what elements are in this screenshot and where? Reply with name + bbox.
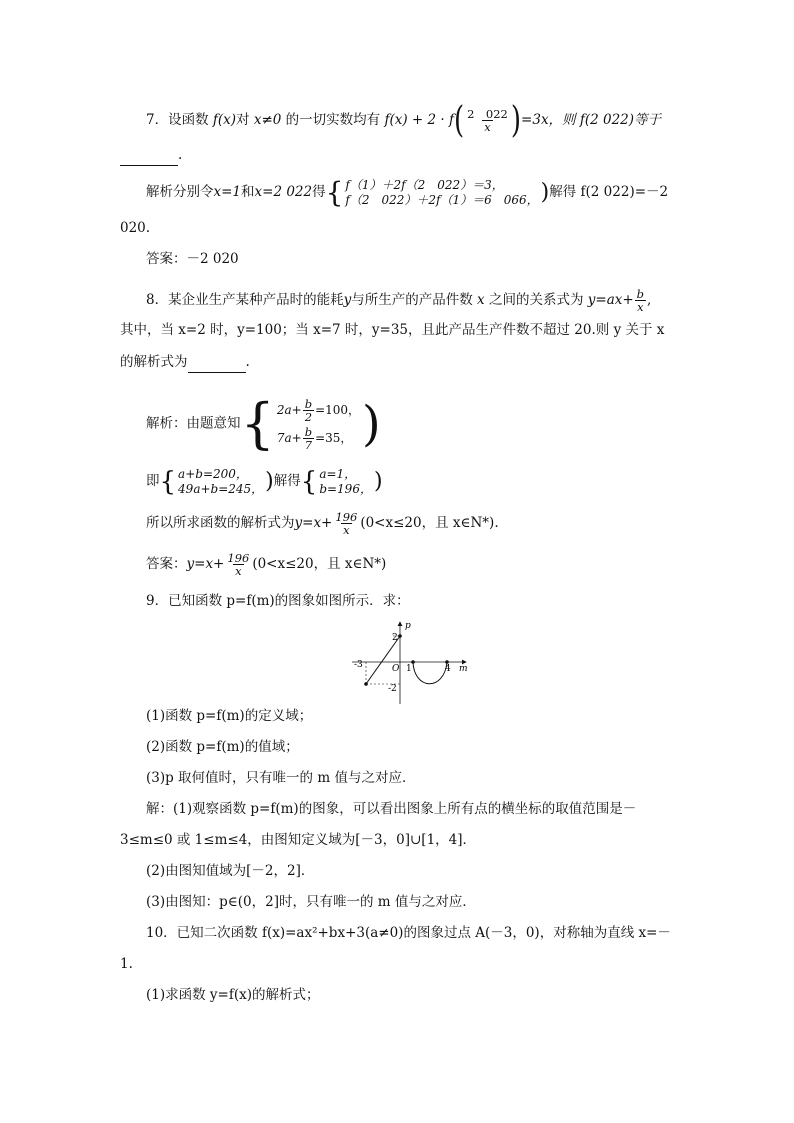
q8-x: x [477, 292, 485, 308]
q7-sol-x2: x=2 022 [254, 184, 313, 200]
q8-y: y [343, 292, 352, 308]
q8-res-num: 196 [335, 510, 358, 524]
right-paren: ) [373, 468, 383, 494]
q8-eq2-b: =35， [315, 430, 353, 445]
q9-stem-text: 9．已知函数 p=f(m)的图象如图所示．求： [146, 593, 410, 609]
q7-frac-den: x [484, 120, 491, 134]
q7-sol-x1: x=1 [213, 184, 242, 200]
q7-sol-lead: 解析分别令 [146, 184, 214, 200]
q8-sol-ji [146, 464, 383, 498]
equation-system [277, 396, 360, 452]
q8-sol-result [146, 506, 499, 540]
tick-neg2: -2 [388, 684, 397, 694]
q7-line1 [146, 99, 662, 142]
q9-part1 [146, 706, 312, 726]
q8-res-den: x [343, 523, 350, 537]
q7-xneq: x≠0 [253, 112, 282, 128]
graph-segment [366, 636, 400, 684]
q8-sol-eq1 [277, 396, 360, 424]
q8-ji: 即 [146, 473, 160, 489]
q8-fy: y=x+ [294, 515, 333, 531]
q9-p3-text: (3)p 取何值时，只有唯一的 m 值与之对应． [146, 770, 416, 786]
left-brace: { [300, 466, 318, 497]
left-paren: ( [453, 99, 465, 142]
q8-eq1-num: b [304, 396, 313, 411]
answer-blank [120, 145, 178, 166]
right-paren: ) [510, 99, 522, 142]
q7-sol-result: 解得 f(2 022)=－2 [549, 184, 669, 200]
q7-rhs: =3x，则 [521, 112, 576, 128]
point-0-2 [398, 634, 402, 638]
q9-p2-text: (2)函数 p=f(m)的值域； [146, 739, 299, 755]
q7-tail: . [178, 147, 183, 163]
graph-curve [413, 662, 447, 684]
left-brace: { [159, 466, 177, 497]
q9-part2 [146, 737, 299, 757]
q7-answer [146, 249, 239, 269]
q10-line2-text: 1. [120, 956, 133, 972]
q9-stem [146, 591, 410, 611]
answer-blank [188, 352, 246, 373]
q8-r1: a=1， [319, 466, 357, 481]
q8-formula: y=ax+ [587, 292, 634, 308]
q9-part3 [146, 768, 415, 788]
q9-sol1-text: 解：(1)观察函数 p=f(m)的图象，可以看出图象上所有点的横坐标的取值范围是－ [146, 801, 637, 817]
q9-sol1 [146, 799, 636, 819]
function-graph [348, 618, 478, 708]
q9-sol2 [146, 861, 314, 881]
q8-fraction [635, 288, 646, 313]
q8-so: 所以所求函数的解析式为 [146, 515, 295, 531]
q9-sol3 [146, 892, 476, 912]
q8-sol-lead: 解析：由题意知 [146, 415, 241, 432]
q9-sol1b [120, 830, 476, 850]
q8-res-frac [333, 511, 359, 536]
q9-sol1b-text: 3≤m≤0 或 1≤m≤4，由图知定义域为[－3，0]∪[1，4]． [120, 832, 477, 848]
q8-line1-c: 之间的关系式为 [488, 292, 584, 308]
q7-sol-eq2: f（2 022）＋2f（1）＝6 066， [345, 192, 539, 207]
q8-dot: . [245, 354, 250, 370]
q8-line1-b: 与所生产的产品件数 [351, 292, 473, 308]
q8-comma: , [647, 292, 652, 308]
q8-line3 [120, 352, 250, 373]
q7-frac-num: 2 022 [467, 107, 508, 121]
point-neg3 [364, 682, 368, 686]
q8-line3-text: 的解析式为 [120, 354, 188, 370]
equation-system [178, 467, 263, 497]
q7-sol-get: 得 [312, 184, 326, 200]
q7-sol-and: 和 [241, 184, 255, 200]
q8-solve: 解得 [273, 473, 301, 489]
tick-2: 2 [392, 633, 398, 643]
point-1 [411, 660, 415, 664]
axis-label-m: m [459, 664, 468, 674]
q8-eq2-num: b [304, 424, 313, 439]
q8-ans-frac [225, 552, 251, 577]
q10-line1 [146, 923, 671, 943]
q8-line1 [146, 282, 651, 318]
q7-ask: f(2 022)等于 [579, 112, 662, 128]
q8-line1-a: 8．某企业生产某种产品时的能耗 [146, 292, 344, 308]
q7-line2 [120, 145, 182, 166]
q8-r2: b=196， [319, 481, 372, 496]
left-brace: { [240, 391, 275, 455]
q10-line1-text: 10．已知二次函数 f(x)=ax²+bx+3(a≠0)的图象过点 A(－3，0)，对称轴为直线 x=－ [146, 925, 671, 941]
q8-eq1-b: =100， [315, 402, 361, 417]
q7-fraction [465, 108, 510, 133]
q10-part1 [146, 985, 320, 1005]
q7-answer-text: 答案：－2 020 [146, 251, 239, 267]
q7-sol-eq1: f（1）＋2f（2 022）＝3， [345, 177, 504, 192]
tick-1: 1 [406, 664, 412, 674]
q8-s2: 49a+b=245， [178, 481, 264, 496]
q8-frac-den: x [637, 300, 644, 314]
q8-domain: (0<x≤20，且 x∈N*). [360, 515, 499, 531]
q10-p1-text: (1)求函数 y=f(x)的解析式； [146, 987, 320, 1003]
right-paren: ) [540, 179, 550, 205]
q7-cond: 对 [236, 112, 250, 128]
q8-eq2-a: 7a+ [276, 430, 302, 445]
q8-eq1-den: 2 [304, 409, 313, 424]
q8-line2-text: 其中，当 x=2 时，y=100；当 x=7 时，y=35，且此产品生产件数不超过 20.则 y 关于 x [120, 322, 665, 338]
q8-ans-num: 196 [227, 551, 250, 565]
q8-eq1-a: 2a+ [276, 402, 302, 417]
q8-eq1-frac [303, 398, 314, 423]
q7-fx: f(x) [212, 112, 237, 128]
q8-ans-domain: (0<x≤20，且 x∈N*) [252, 556, 387, 572]
q8-s1: a+b=200， [178, 466, 248, 481]
q8-answer [146, 547, 386, 581]
equation-system [319, 467, 372, 497]
q8-eq2-den: 7 [304, 437, 313, 452]
q9-sol2-text: (2)由图知值域为[－2，2]． [146, 863, 315, 879]
q7-sol-cont-text: 020. [120, 220, 151, 236]
q8-eq2-frac [303, 426, 314, 451]
left-brace: { [325, 175, 344, 209]
q8-frac-num: b [636, 287, 645, 301]
right-paren: ) [362, 395, 381, 452]
q8-ans-fy: y=x+ [186, 556, 225, 572]
q8-ans-lead: 答案： [146, 556, 187, 572]
equation-system [345, 178, 538, 208]
q8-solution [146, 392, 381, 454]
q10-line2 [120, 954, 133, 974]
origin-label: O [392, 664, 400, 674]
q7-sol-cont [120, 218, 150, 238]
q9-sol3-text: (3)由图知：p∈(0，2]时，只有唯一的 m 值与之对应． [146, 894, 476, 910]
q8-ans-den: x [235, 564, 242, 578]
q7-mid: 的一切实数均有 [285, 112, 381, 128]
q8-line2 [120, 320, 664, 340]
right-paren: ) [265, 468, 274, 494]
axis-label-p: p [405, 621, 411, 631]
q7-solution [146, 176, 668, 208]
tick-4: 4 [445, 664, 451, 674]
q9-p1-text: (1)函数 p=f(m)的定义域； [146, 708, 313, 724]
tick-neg3: -3 [354, 660, 363, 670]
q7-prefix: 7．设函数 [146, 112, 209, 128]
q7-expr: f(x) + 2 · f [384, 112, 454, 128]
q8-sol-eq2 [277, 424, 360, 452]
